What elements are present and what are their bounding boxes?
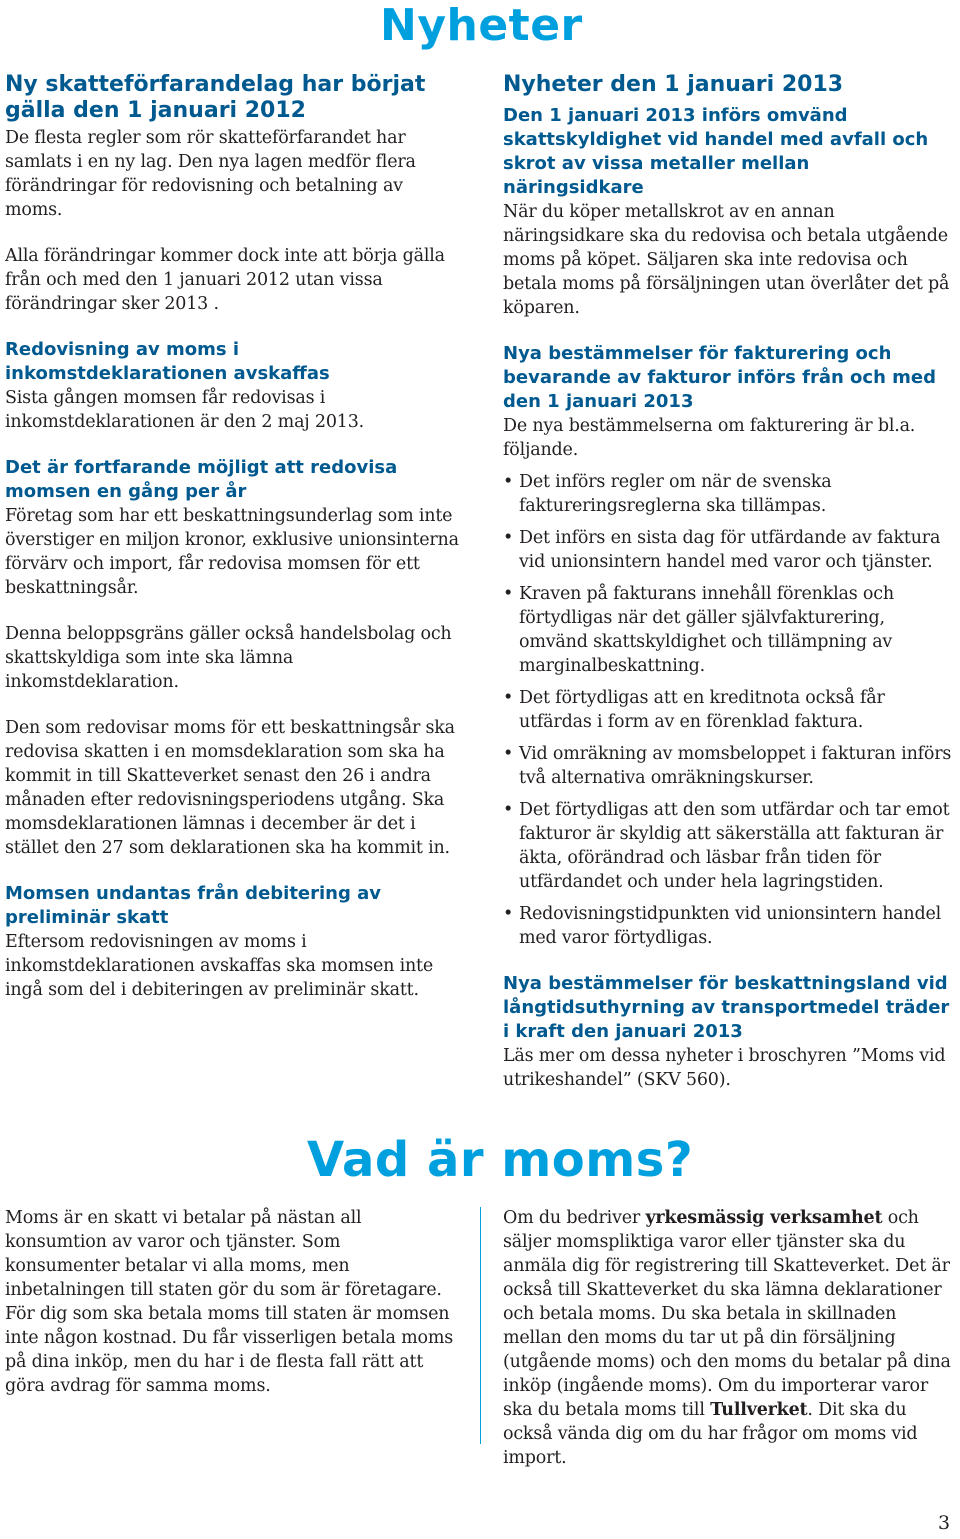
paragraph: Alla förändringar kommer dock inte att börja gälla från och med den 1 januari 2012 utan vissa förändringar sker 2013 . xyxy=(5,246,445,314)
bold-text-yrkesmassig: yrkesmässig verksamhet xyxy=(645,1208,883,1228)
paragraph: De flesta regler som rör skatteförfarandet har samlats i en ny lag. Den nya lagen medför flera förändringar för redovisning och betalning av moms. xyxy=(5,128,416,220)
bullet-icon: • xyxy=(503,528,514,548)
moms-section-title: Vad är moms? xyxy=(307,1132,694,1188)
text-run: Om du bedriver xyxy=(503,1208,646,1228)
column-divider xyxy=(480,1207,481,1444)
list-item xyxy=(503,526,955,574)
section-heading-skatteforfarandelag: Ny skatteförfarandelag har börjat gälla den 1 januari 2012 xyxy=(5,72,426,123)
paragraph: Moms är en skatt vi betalar på nästan all konsumtion av varor och tjänster. Som konsumenter betalar vi alla moms, men inbetalningen till staten gör du som är företagare. För dig som ska betala moms till staten är momsen inte någon kostnad. Du får visserligen betala moms på dina inköp, men du har i de flesta fall rätt att göra avdrag för samma moms. xyxy=(5,1208,454,1396)
paragraph: Denna beloppsgräns gäller också handelsbolag och skattskyldiga som inte ska lämna inkomstdeklaration. xyxy=(5,624,452,692)
text-run: . Dit ska du också vända dig om du har frågor om moms vid import. xyxy=(503,1400,918,1468)
bold-text-tullverket: Tullverket xyxy=(710,1400,808,1420)
list-item xyxy=(503,742,955,790)
text-run: och säljer momspliktiga varor eller tjänster ska du anmäla dig för registrering till Skatteverket. Det är också till Skatteverket du ska lämna deklarationer och betala moms. Du ska betala in skillnaden mellan den moms du tar ut på din försäljning (utgående moms) och den moms du betalar på dina inköp (ingående moms). Om du importerar varor ska du betala moms till xyxy=(503,1208,951,1420)
page-number: 3 xyxy=(938,1512,951,1534)
right-column xyxy=(503,72,955,1092)
list-item-text: Det införs regler om när de svenska faktureringsreglerna ska tillämpas. xyxy=(519,472,832,516)
moms-right-text xyxy=(503,1206,955,1470)
section-heading-redovisning: Redovisning av moms i inkomstdeklarationen avskaffas xyxy=(5,339,330,384)
moms-left-text xyxy=(5,1206,460,1398)
bullet-icon: • xyxy=(503,744,514,764)
list-item-text: Redovisningstidpunkten vid unionsintern handel med varor förtydligas. xyxy=(519,904,942,948)
paragraph xyxy=(503,1206,955,1470)
paragraph: Eftersom redovisningen av moms i inkomstdeklarationen avskaffas ska momsen inte ingå som del i debiteringen av preliminär skatt. xyxy=(5,932,434,1000)
list-item xyxy=(503,902,955,950)
subheading-fakturering: Nya bestämmelser för fakturering och bevarande av fakturor införs från och med den 1 januari 2013 xyxy=(503,343,937,412)
list-item xyxy=(503,470,955,518)
paragraph: Läs mer om dessa nyheter i broschyren ”Moms vid utrikeshandel” (SKV 560). xyxy=(503,1046,946,1090)
bullet-list xyxy=(503,470,955,950)
bullet-icon: • xyxy=(503,472,514,492)
section-heading-undantas: Momsen undantas från debitering av preliminär skatt xyxy=(5,883,382,928)
list-item-text: Det förtydligas att den som utfärdar och tar emot fakturor är skyldig att säkerställa att fakturan är äkta, oförändrad och läsbar från tiden för utfärdandet och under hela lagringstiden. xyxy=(519,800,950,892)
bullet-icon: • xyxy=(503,904,514,924)
list-item-text: Kraven på fakturans innehåll förenklas och förtydligas när det gäller självfakturering, omvänd skattskyldighet och tillämpning av marginalbeskattning. xyxy=(519,584,894,676)
left-column xyxy=(5,72,460,1002)
section-heading-en-gang-per-ar: Det är fortfarande möjligt att redovisa momsen en gång per år xyxy=(5,457,398,502)
bullet-icon: • xyxy=(503,800,514,820)
paragraph: Företag som har ett beskattningsunderlag som inte överstiger en miljon kronor, exklusive unionsinterna förvärv och import, får redovisa momsen för ett beskattningsår. xyxy=(5,506,459,598)
right-column-heading: Nyheter den 1 januari 2013 xyxy=(503,72,844,97)
list-item-text: Det förtydligas att en kreditnota också får utfärdas i form av en förenklad faktura. xyxy=(519,688,885,732)
list-item xyxy=(503,686,955,734)
list-item-text: Vid omräkning av momsbeloppet i fakturan införs två alternativa omräkningskurser. xyxy=(519,744,952,788)
paragraph: De nya bestämmelserna om fakturering är bl.a. följande. xyxy=(503,416,916,460)
list-item xyxy=(503,582,955,678)
paragraph: Sista gången momsen får redovisas i inkomstdeklarationen är den 2 maj 2013. xyxy=(5,388,364,432)
paragraph: Den som redovisar moms för ett beskattningsår ska redovisa skatten i en momsdeklaration som ska ha kommit in till Skatteverket senast den 26 i andra månaden efter redovisningsperiodens utgång. Ska momsdeklarationen lämnas i december är det i stället den 27 som deklarationen ska ha kommit in. xyxy=(5,718,455,858)
paragraph: När du köper metallskrot av en annan näringsidkare ska du redovisa och betala utgående moms på köpet. Säljaren ska inte redovisa och betala moms på försäljningen utan överlåter det på köparen. xyxy=(503,202,950,318)
list-item xyxy=(503,798,955,894)
subheading-omvand-skattskyldighet: Den 1 januari 2013 införs omvänd skattskyldighet vid handel med avfall och skrot av vissa metaller mellan näringsidkare xyxy=(503,105,929,198)
page-title: Nyheter xyxy=(380,0,583,51)
subheading-beskattningsland: Nya bestämmelser för beskattningsland vid långtidsuthyrning av transportmedel träder i kraft den januari 2013 xyxy=(503,973,950,1042)
bullet-icon: • xyxy=(503,584,514,604)
bullet-icon: • xyxy=(503,688,514,708)
list-item-text: Det införs en sista dag för utfärdande av faktura vid unionsintern handel med varor och tjänster. xyxy=(519,528,941,572)
